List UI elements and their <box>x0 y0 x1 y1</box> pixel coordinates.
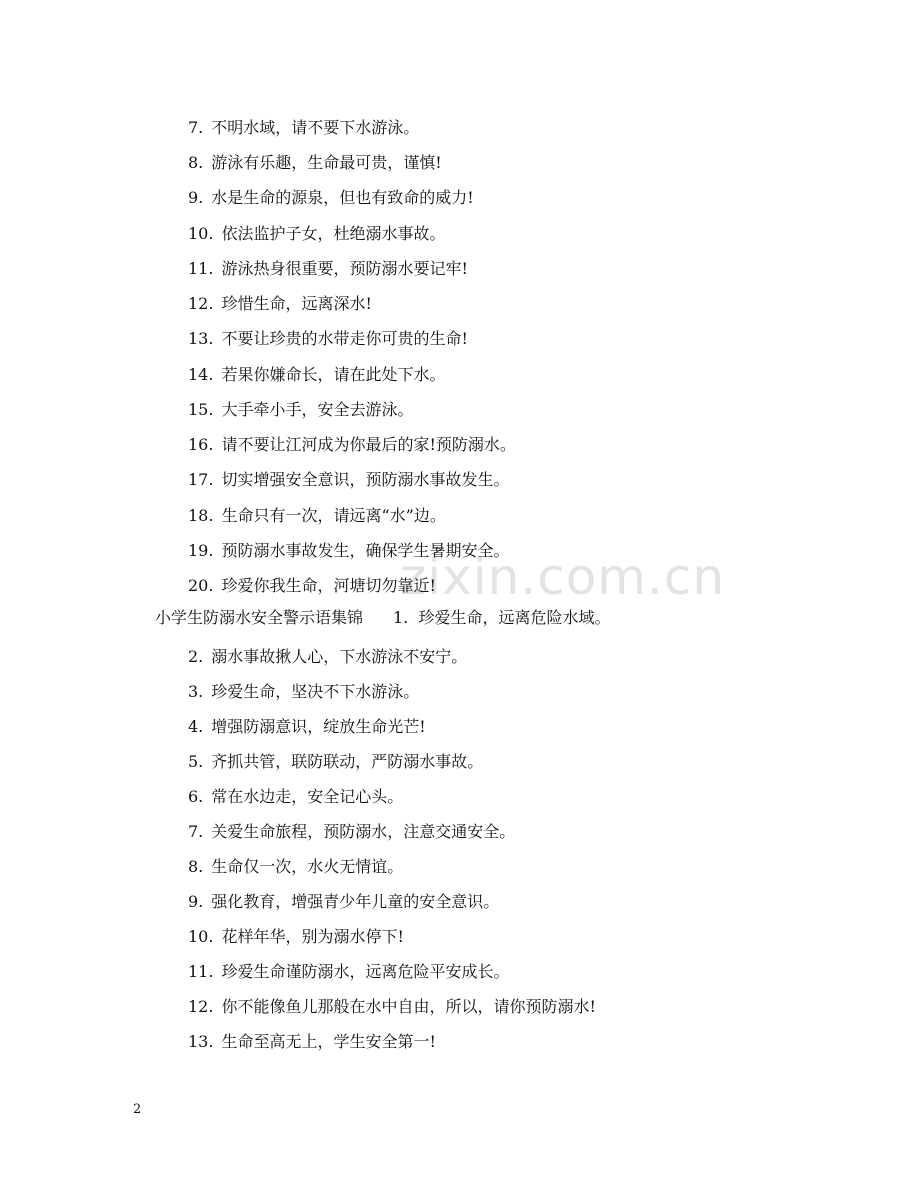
item-number: 16. <box>188 435 214 454</box>
list-item <box>188 997 596 1017</box>
list-item <box>188 892 499 912</box>
list-item <box>188 224 445 244</box>
item-number: 12. <box>188 997 214 1016</box>
item-text: 切实增强安全意识，预防溺水事故发生。 <box>221 470 510 489</box>
item-text: 珍惜生命，远离深水! <box>221 294 372 313</box>
item-number: 14. <box>188 365 214 384</box>
item-number: 13. <box>188 329 214 348</box>
item-text: 齐抓共管，联防联动，严防溺水事故。 <box>211 752 484 771</box>
item-text: 溺水事故揪人心，下水游泳不安宁。 <box>211 647 468 666</box>
item-number: 5. <box>188 752 204 771</box>
list-item <box>188 541 509 561</box>
list-item <box>188 365 445 385</box>
list-item <box>188 329 468 349</box>
item-number: 8. <box>188 153 204 172</box>
list-item <box>188 294 372 314</box>
item-number: 11. <box>188 259 214 278</box>
list-item <box>188 787 403 807</box>
item-text: 珍爱生命，坚决不下水游泳。 <box>211 682 420 701</box>
list-item <box>188 153 442 173</box>
section-title-line <box>155 608 610 628</box>
item-text: 生命仅一次，水火无情谊。 <box>211 857 404 876</box>
item-text: 生命至高无上，学生安全第一! <box>221 1032 436 1051</box>
item-text: 生命只有一次，请远离“水”边。 <box>221 506 446 525</box>
list-item <box>188 857 403 877</box>
item-text: 珍爱生命谨防溺水，远离危险平安成长。 <box>221 962 510 981</box>
item-text: 不要让珍贵的水带走你可贵的生命! <box>221 329 468 348</box>
list-item <box>188 506 446 526</box>
item-number: 12. <box>188 294 214 313</box>
item-text: 珍爱生命，远离危险水域。 <box>418 608 611 627</box>
item-number: 1. <box>393 608 409 627</box>
list-item <box>188 259 468 279</box>
watermark: zixin.com.cn <box>400 548 726 606</box>
item-text: 水是生命的源泉，但也有致命的威力! <box>211 188 474 207</box>
item-text: 请不要让江河成为你最后的家!预防溺水。 <box>221 435 516 454</box>
item-number: 3. <box>188 682 204 701</box>
item-text: 花样年华，别为溺水停下! <box>221 927 404 946</box>
item-number: 9. <box>188 892 204 911</box>
list-item <box>188 1032 436 1052</box>
item-number: 20. <box>188 576 214 595</box>
item-text: 不明水域，请不要下水游泳。 <box>211 118 420 137</box>
item-text: 依法监护子女，杜绝溺水事故。 <box>221 224 446 243</box>
item-text: 游泳热身很重要，预防溺水要记牢! <box>221 259 468 278</box>
list-item <box>188 400 413 420</box>
list-item <box>188 752 483 772</box>
item-number: 6. <box>188 787 204 806</box>
item-text: 预防溺水事故发生，确保学生暑期安全。 <box>221 541 510 560</box>
list-item <box>188 717 426 737</box>
item-number: 11. <box>188 962 214 981</box>
item-number: 13. <box>188 1032 214 1051</box>
item-text: 增强防溺意识，绽放生命光芒! <box>211 717 426 736</box>
list-item <box>188 470 509 490</box>
list-item <box>188 435 516 455</box>
item-number: 7. <box>188 822 204 841</box>
list-item <box>188 576 436 596</box>
list-item <box>188 927 404 947</box>
item-number: 8. <box>188 857 204 876</box>
item-text: 若果你嫌命长，请在此处下水。 <box>221 365 446 384</box>
item-number: 18. <box>188 506 214 525</box>
item-number: 10. <box>188 224 214 243</box>
list-item <box>188 962 509 982</box>
item-text: 你不能像鱼儿那般在水中自由，所以，请你预防溺水! <box>221 997 596 1016</box>
item-number: 4. <box>188 717 204 736</box>
list-item <box>188 682 419 702</box>
list-item <box>188 188 474 208</box>
item-text: 游泳有乐趣，生命最可贵，谨慎! <box>211 153 442 172</box>
item-number: 10. <box>188 927 214 946</box>
section-title: 小学生防溺水安全警示语集锦 <box>155 608 364 627</box>
item-text: 关爱生命旅程，预防溺水，注意交通安全。 <box>211 822 516 841</box>
item-text: 大手牵小手，安全去游泳。 <box>221 400 414 419</box>
list-item <box>188 822 515 842</box>
item-number: 9. <box>188 188 204 207</box>
item-number: 17. <box>188 470 214 489</box>
item-number: 15. <box>188 400 214 419</box>
item-number: 2. <box>188 647 204 666</box>
item-number: 7. <box>188 118 204 137</box>
list-item <box>188 647 467 667</box>
item-text: 常在水边走，安全记心头。 <box>211 787 404 806</box>
page-number: 2 <box>133 1102 142 1117</box>
list-item <box>188 118 419 138</box>
item-number: 19. <box>188 541 214 560</box>
item-text: 强化教育，增强青少年儿童的安全意识。 <box>211 892 500 911</box>
item-text: 珍爱你我生命，河塘切勿靠近! <box>221 576 436 595</box>
